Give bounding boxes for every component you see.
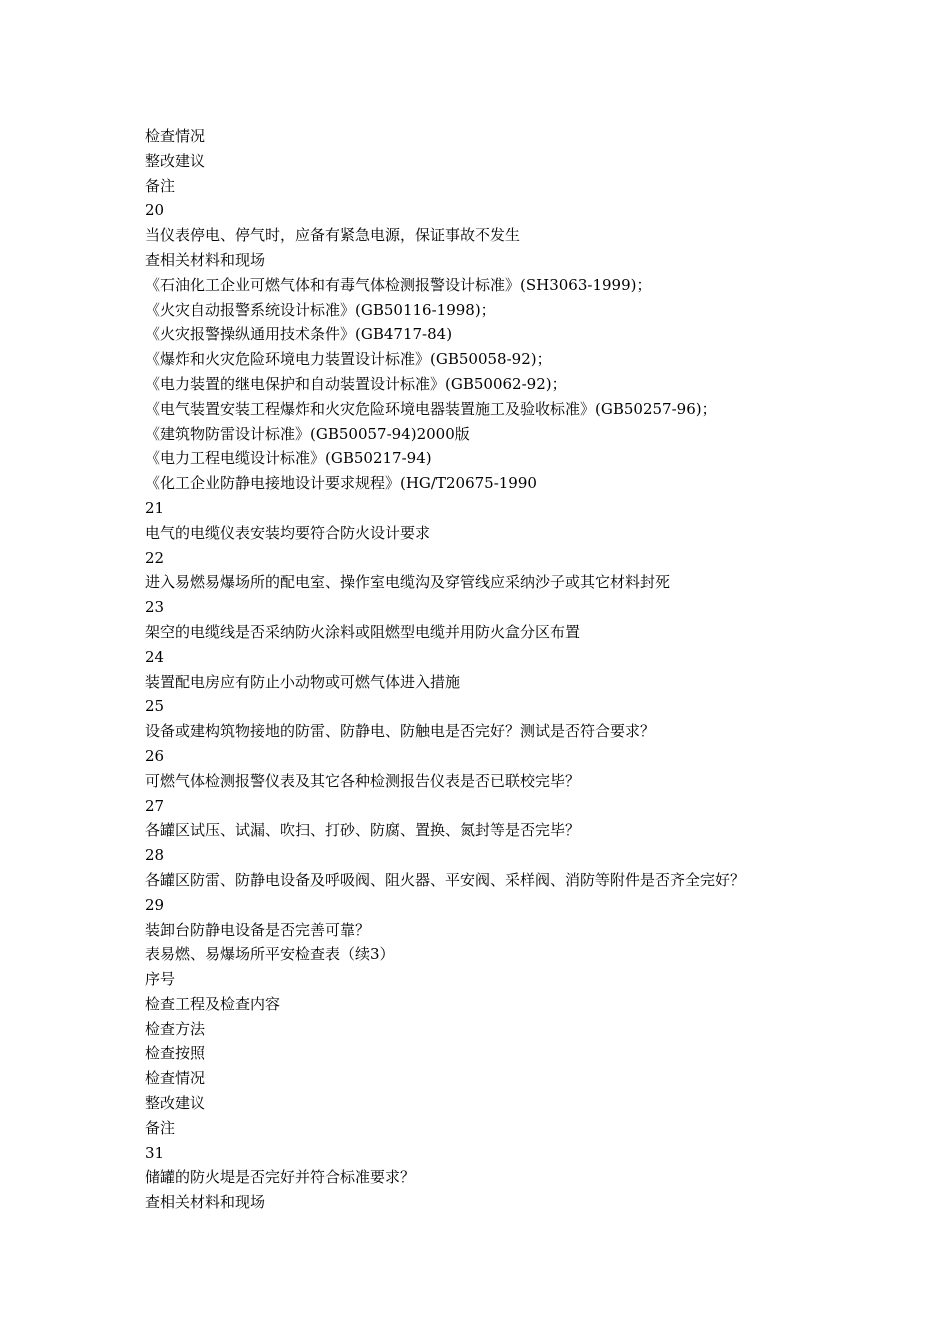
text-line: 各罐区试压、试漏、吹扫、打砂、防腐、置换、氮封等是否完毕？ [145, 821, 581, 840]
text-line: 备注 [145, 176, 176, 195]
text-line: 《电气装置安装工程爆炸和火灾危险环境电器装置施工及验收标准》(GB50257-96)； [145, 399, 717, 418]
text-line: 序号 [145, 970, 176, 989]
text-line: 23 [145, 598, 165, 617]
text-line: 储罐的防火堤是否完好并符合标准要求？ [145, 1168, 416, 1187]
text-line: 25 [145, 697, 165, 716]
text-line: 备注 [145, 1118, 176, 1137]
text-line: 27 [145, 796, 165, 815]
text-line: 22 [145, 548, 165, 567]
text-line: 28 [145, 846, 165, 865]
text-line: 《火灾报警操纵通用技术条件》(GB4717-84) [145, 325, 453, 344]
text-line: 装卸台防静电设备是否完善可靠？ [145, 920, 371, 939]
text-line: 可燃气体检测报警仪表及其它各种检测报告仪表是否已联校完毕？ [145, 771, 581, 790]
text-line: 电气的电缆仪表安装均要符合防火设计要求 [145, 523, 431, 542]
text-line: 《电力装置的继电保护和自动装置设计标准》(GB50062-92)； [145, 374, 567, 393]
text-line: 24 [145, 647, 165, 666]
text-line: 21 [145, 498, 165, 517]
text-line: 检查方法 [145, 1019, 206, 1038]
text-line: 《火灾自动报警系统设计标准》(GB50116-1998)； [145, 300, 496, 319]
text-line: 设备或建构筑物接地的防雷、防静电、防触电是否完好？测试是否符合要求？ [145, 722, 656, 741]
text-line: 各罐区防雷、防静电设备及呼吸阀、阻火器、平安阀、采样阀、消防等附件是否齐全完好？ [145, 870, 746, 889]
text-line: 查相关材料和现场 [145, 1193, 266, 1212]
text-line: 装置配电房应有防止小动物或可燃气体进入措施 [145, 672, 461, 691]
document-body [145, 124, 925, 1215]
text-line: 当仪表停电、停气时，应备有紧急电源，保证事故不发生 [145, 226, 521, 245]
text-line: 整改建议 [145, 151, 206, 170]
text-line: 《石油化工企业可燃气体和有毒气体检测报警设计标准》(SH3063-1999)； [145, 275, 652, 294]
text-line: 表易燃、易爆场所平安检查表（续3） [145, 945, 395, 964]
text-line: 《建筑物防雷设计标准》(GB50057-94)2000版 [145, 424, 470, 443]
text-line: 《电力工程电缆设计标准》(GB50217-94) [145, 449, 432, 468]
text-line: 《化工企业防静电接地设计要求规程》(HG/T20675-1990 [145, 474, 537, 493]
text-line: 20 [145, 201, 165, 220]
text-line: 检查情况 [145, 1069, 206, 1088]
text-line: 整改建议 [145, 1094, 206, 1113]
text-line: 架空的电缆线是否采纳防火涂料或阻燃型电缆并用防火盒分区布置 [145, 622, 581, 641]
text-line: 检查工程及检查内容 [145, 994, 281, 1013]
text-line: 进入易燃易爆场所的配电室、操作室电缆沟及穿管线应采纳沙子或其它材料封死 [145, 573, 671, 592]
text-line: 29 [145, 895, 165, 914]
text-line: 26 [145, 746, 165, 765]
text-line: 查相关材料和现场 [145, 250, 266, 269]
text-line: 31 [145, 1143, 165, 1162]
text-line: 检查按照 [145, 1044, 206, 1063]
text-line: 《爆炸和火灾危险环境电力装置设计标准》(GB50058-92)； [145, 350, 552, 369]
text-line: 检查情况 [145, 127, 206, 145]
